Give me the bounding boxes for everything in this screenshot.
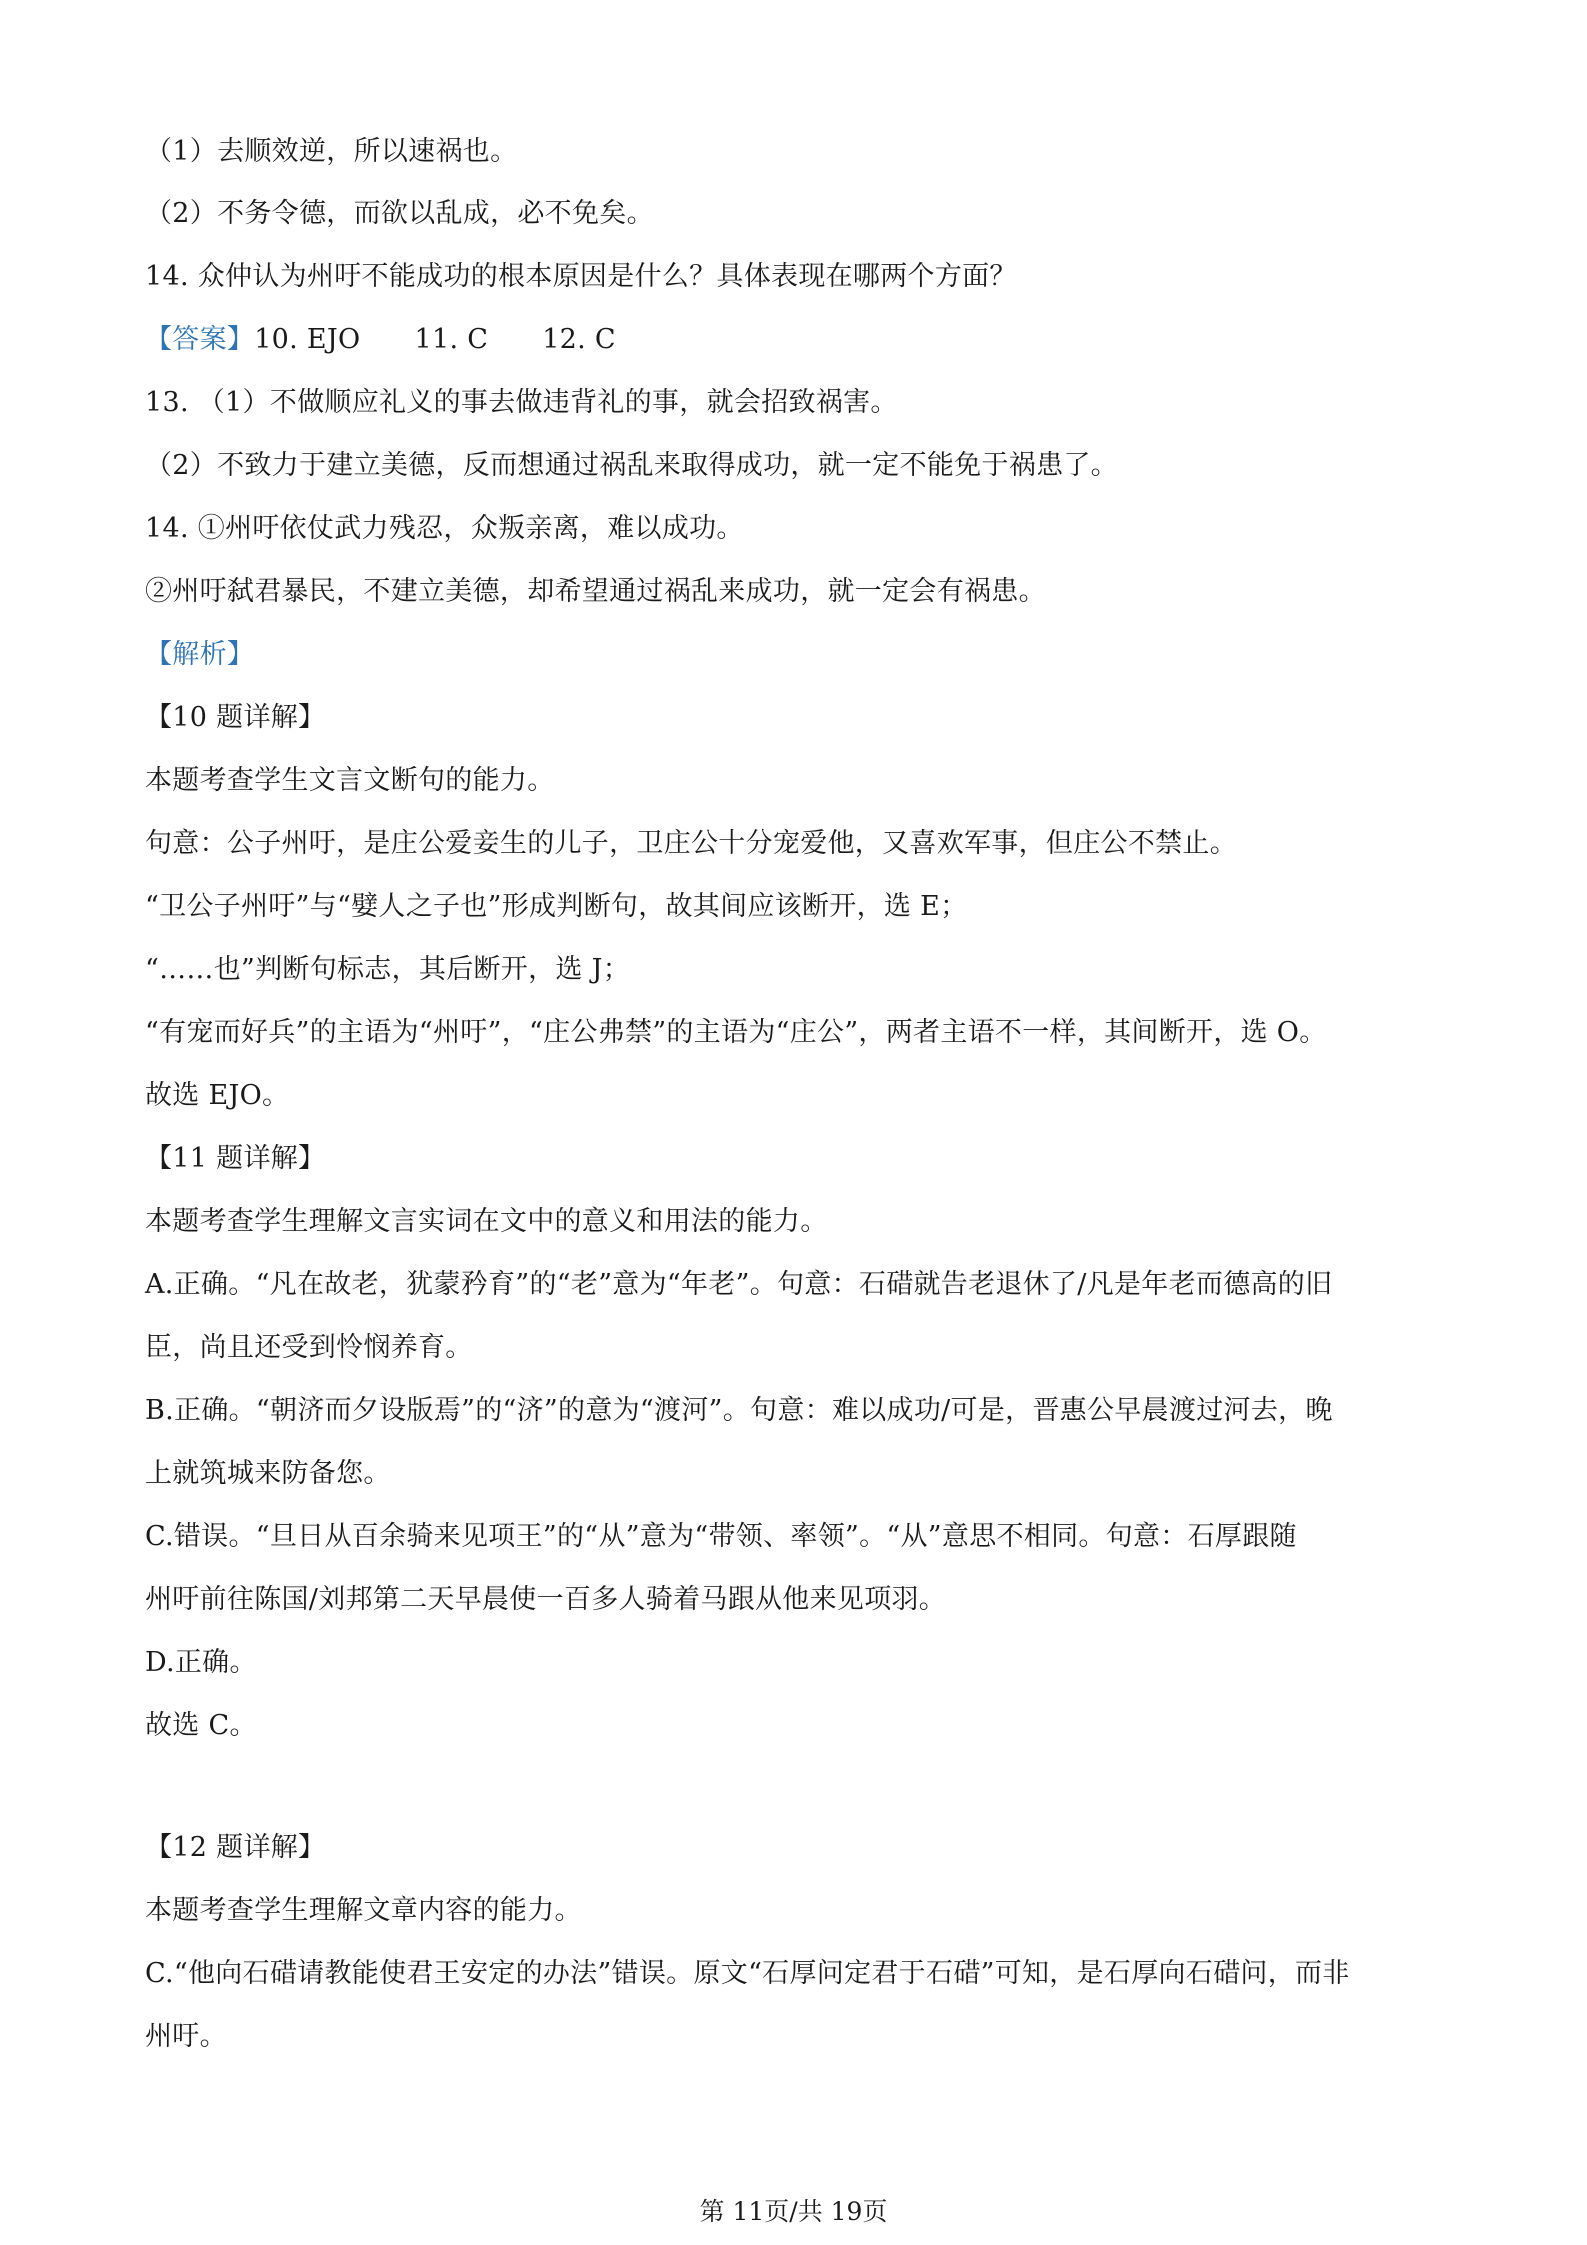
page-number-footer: 第 11页/共 19页 — [699, 2197, 888, 2226]
paragraph: 本题考查学生理解文章内容的能力。 — [145, 1895, 582, 1926]
answer-line — [145, 323, 616, 357]
paragraph: C.“他向石碏请教能使君王安定的办法”错误。原文“石厚问定君于石碏”可知，是石厚向石碏问，而非 — [145, 1958, 1350, 1989]
answer-13-item-2: （2）不致力于建立美德，反而想通过祸乱来取得成功，就一定不能免于祸患了。 — [145, 450, 1118, 481]
paragraph: “……也”判断句标志，其后断开，选 J； — [145, 954, 631, 985]
question-13-item-1: （1）去顺效逆，所以速祸也。 — [145, 136, 518, 167]
answer-14-item-1: 14. ①州吁依仗武力残忍，众叛亲离，难以成功。 — [145, 513, 744, 544]
section-heading-11: 【11 题详解】 — [145, 1143, 326, 1174]
answer-tag: 【答案】 — [145, 324, 255, 355]
analysis-tag: 【解析】 — [145, 639, 255, 670]
answer-13-item-1: 13. （1）不做顺应礼义的事去做违背礼的事，就会招致祸害。 — [145, 387, 898, 418]
question-14-prompt: 14. 众仲认为州吁不能成功的根本原因是什么？具体表现在哪两个方面？ — [145, 261, 1017, 292]
paragraph: 上就筑城来防备您。 — [145, 1458, 391, 1489]
paragraph: 本题考查学生文言文断句的能力。 — [145, 765, 555, 796]
paragraph: 句意：公子州吁，是庄公爱妾生的儿子，卫庄公十分宠爱他，又喜欢军事，但庄公不禁止。 — [145, 828, 1237, 859]
paragraph: 臣，尚且还受到怜悯养育。 — [145, 1332, 473, 1363]
section-heading-12: 【12 题详解】 — [145, 1832, 326, 1863]
paragraph: C.错误。“旦日从百余骑来见项王”的“从”意为“带领、率领”。“从”意思不相同。句意：石厚跟随 — [145, 1521, 1297, 1552]
answer-10: 10. EJO — [254, 324, 361, 355]
answer-12: 12. C — [542, 324, 616, 355]
paragraph: 本题考查学生理解文言实词在文中的意义和用法的能力。 — [145, 1206, 828, 1237]
paragraph: 州吁前往陈国/刘邦第二天早晨使一百多人骑着马跟从他来见项羽。 — [145, 1584, 947, 1615]
answer-11: 11. C — [414, 324, 489, 355]
answer-14-item-2: ②州吁弑君暴民，不建立美德，却希望通过祸乱来成功，就一定会有祸患。 — [145, 576, 1046, 607]
paragraph: B.正确。“朝济而夕设版焉”的“济”的意为“渡河”。句意：难以成功/可是，晋惠公早晨渡过河去，晚 — [145, 1395, 1333, 1426]
paragraph: D.正确。 — [145, 1647, 257, 1678]
paragraph: “卫公子州吁”与“嬖人之子也”形成判断句，故其间应该断开，选 E； — [145, 891, 968, 922]
paragraph: 故选 EJO。 — [145, 1080, 290, 1111]
section-heading-10: 【10 题详解】 — [145, 702, 326, 733]
paragraph: A.正确。“凡在故老，犹蒙矜育”的“老”意为“年老”。句意：石碏就告老退休了/凡是年老而德高的旧 — [145, 1269, 1333, 1300]
question-13-item-2: （2）不务令德，而欲以乱成，必不免矣。 — [145, 198, 654, 229]
paragraph: 故选 C。 — [145, 1710, 257, 1741]
paragraph: “有宠而好兵”的主语为“州吁”，“庄公弗禁”的主语为“庄公”，两者主语不一样，其间断开，选 O。 — [145, 1017, 1327, 1048]
paragraph: 州吁。 — [145, 2021, 227, 2052]
